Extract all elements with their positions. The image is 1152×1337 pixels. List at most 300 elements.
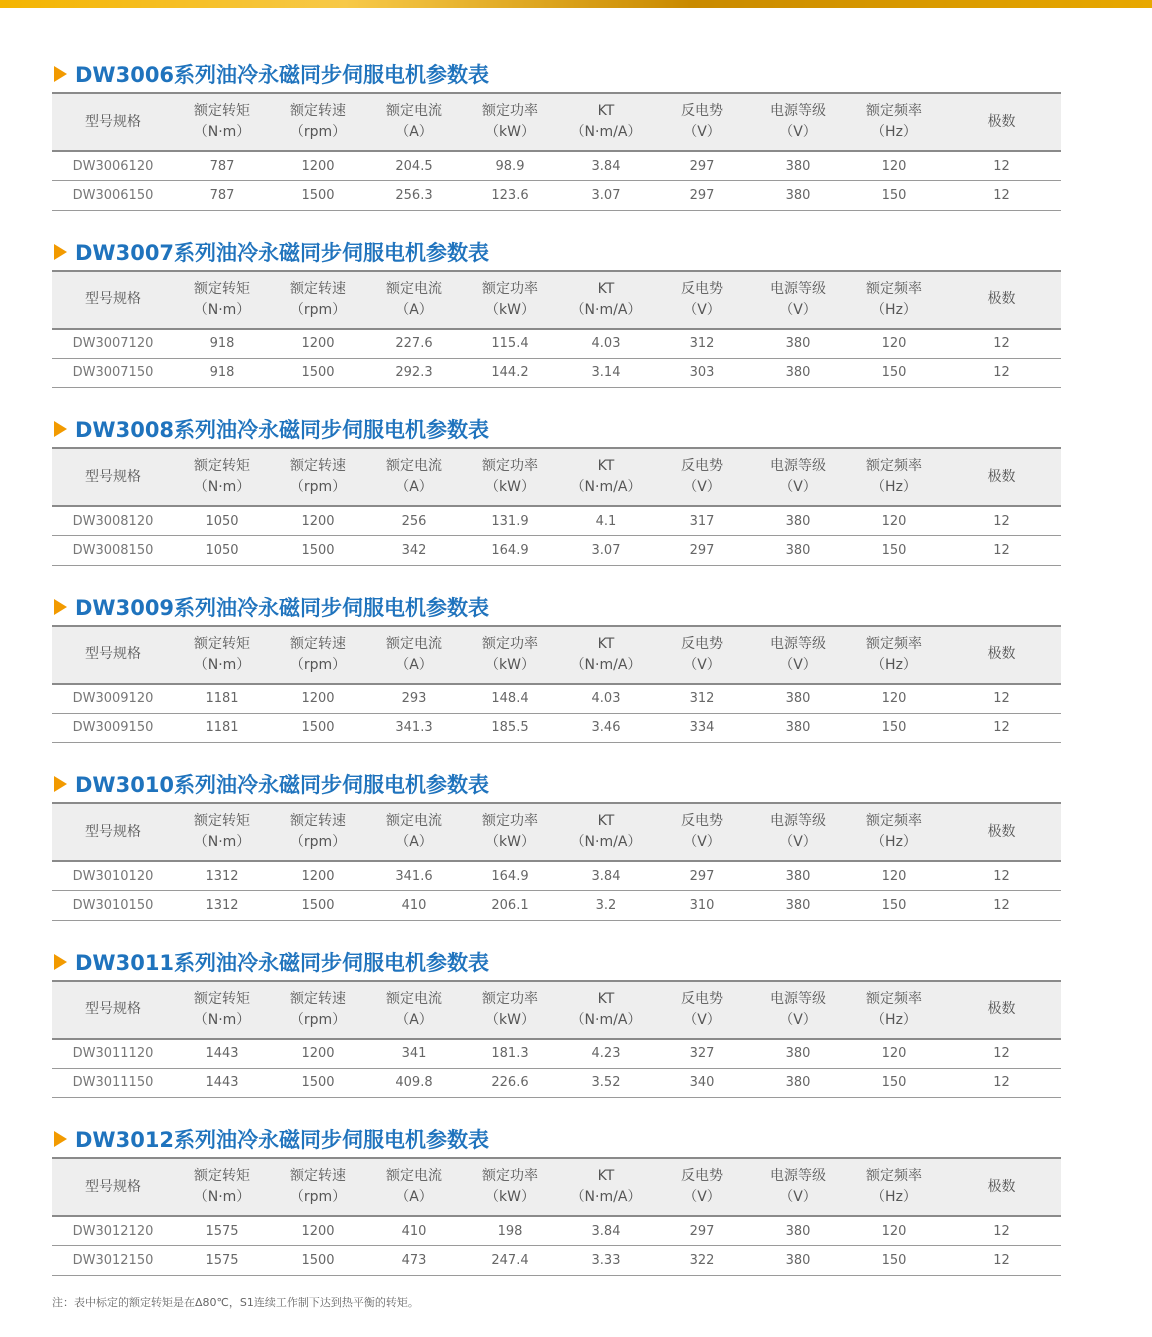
model-cell: DW3007150 xyxy=(52,358,174,388)
value-cell: 341.6 xyxy=(366,861,462,891)
model-cell: DW3011150 xyxy=(52,1068,174,1098)
section-title xyxy=(52,411,1061,447)
column-header xyxy=(462,1158,558,1216)
column-header xyxy=(462,271,558,329)
header-label: 额定电流 xyxy=(386,103,442,119)
value-cell: 4.03 xyxy=(558,684,654,714)
column-header xyxy=(270,93,366,151)
spec-table xyxy=(52,625,1061,744)
header-unit: （rpm） xyxy=(289,656,347,673)
header-label: 额定电流 xyxy=(386,280,442,297)
header-label: 型号规格 xyxy=(85,646,141,662)
value-cell: 120 xyxy=(846,1216,942,1246)
value-cell: 185.5 xyxy=(462,713,558,743)
section-title-text: DW3011系列油冷永磁同步伺服电机参数表 xyxy=(75,950,490,975)
section-title xyxy=(52,234,1061,270)
value-cell: 1575 xyxy=(174,1216,270,1246)
value-cell: 342 xyxy=(366,536,462,566)
column-header xyxy=(52,448,174,506)
value-cell: 150 xyxy=(846,358,942,388)
column-header xyxy=(366,981,462,1039)
header-unit: （V） xyxy=(683,479,721,495)
column-header xyxy=(942,448,1061,506)
column-header xyxy=(558,271,654,329)
header-label: 额定频率 xyxy=(866,1168,922,1184)
value-cell: 226.6 xyxy=(462,1068,558,1098)
column-header xyxy=(174,981,270,1039)
header-label: 额定频率 xyxy=(866,635,922,652)
value-cell: 150 xyxy=(846,891,942,921)
table-row xyxy=(52,1068,1061,1098)
table-row xyxy=(52,684,1061,714)
value-cell: 4.1 xyxy=(558,506,654,536)
triangle-bullet-icon xyxy=(54,599,67,615)
value-cell: 327 xyxy=(654,1039,750,1069)
header-unit: （rpm） xyxy=(289,301,347,318)
spec-section xyxy=(52,766,1061,944)
value-cell: 164.9 xyxy=(462,536,558,566)
header-unit: （N·m） xyxy=(193,301,251,318)
table-header-row xyxy=(52,626,1061,684)
header-label: 额定频率 xyxy=(866,103,922,119)
column-header xyxy=(750,448,846,506)
value-cell: 1312 xyxy=(174,861,270,891)
column-header xyxy=(270,1158,366,1216)
value-cell: 380 xyxy=(750,181,846,211)
header-label: 额定电流 xyxy=(386,990,442,1007)
header-unit: （A） xyxy=(395,656,433,673)
header-label: 型号规格 xyxy=(85,823,141,840)
spec-section xyxy=(52,411,1061,589)
value-cell: 148.4 xyxy=(462,684,558,714)
header-label: 额定功率 xyxy=(482,280,538,297)
header-unit: （rpm） xyxy=(289,834,347,850)
header-label: 额定转矩 xyxy=(194,1168,250,1184)
value-cell: 120 xyxy=(846,861,942,891)
value-cell: 380 xyxy=(750,861,846,891)
header-unit: （N·m） xyxy=(193,1011,251,1028)
value-cell: 120 xyxy=(846,329,942,359)
header-unit: （V） xyxy=(779,124,817,140)
value-cell: 1443 xyxy=(174,1039,270,1069)
value-cell: 3.33 xyxy=(558,1246,654,1276)
spec-table xyxy=(52,1157,1061,1276)
value-cell: 1200 xyxy=(270,329,366,359)
header-label: KT xyxy=(597,458,615,474)
value-cell: 256.3 xyxy=(366,181,462,211)
header-label: 额定功率 xyxy=(482,635,538,652)
column-header xyxy=(846,981,942,1039)
value-cell: 12 xyxy=(942,151,1061,181)
header-unit: （V） xyxy=(683,1189,721,1205)
header-unit: （V） xyxy=(779,1011,817,1028)
value-cell: 297 xyxy=(654,1216,750,1246)
value-cell: 12 xyxy=(942,536,1061,566)
column-header xyxy=(942,981,1061,1039)
section-title xyxy=(52,944,1061,980)
header-label: 额定功率 xyxy=(482,813,538,829)
header-unit: （N·m/A） xyxy=(570,656,642,673)
value-cell: 150 xyxy=(846,713,942,743)
column-header xyxy=(366,626,462,684)
value-cell: 12 xyxy=(942,891,1061,921)
value-cell: 131.9 xyxy=(462,506,558,536)
header-label: 极数 xyxy=(987,1001,1016,1017)
spec-section xyxy=(52,944,1061,1122)
value-cell: 297 xyxy=(654,536,750,566)
header-unit: （Hz） xyxy=(871,656,917,673)
model-cell: DW3008150 xyxy=(52,536,174,566)
column-header xyxy=(750,1158,846,1216)
header-label: 额定转速 xyxy=(290,990,346,1007)
value-cell: 380 xyxy=(750,1246,846,1276)
header-unit: （V） xyxy=(779,834,817,850)
table-row xyxy=(52,151,1061,181)
value-cell: 150 xyxy=(846,1246,942,1276)
triangle-bullet-icon xyxy=(54,244,67,260)
value-cell: 98.9 xyxy=(462,151,558,181)
table-row xyxy=(52,713,1061,743)
header-unit: （V） xyxy=(683,1011,721,1028)
header-unit: （N·m） xyxy=(193,834,251,850)
table-row xyxy=(52,861,1061,891)
column-header xyxy=(942,93,1061,151)
header-unit: （N·m/A） xyxy=(570,124,642,140)
column-header xyxy=(846,448,942,506)
column-header xyxy=(462,803,558,861)
model-cell: DW3012120 xyxy=(52,1216,174,1246)
column-header xyxy=(52,981,174,1039)
value-cell: 12 xyxy=(942,329,1061,359)
header-label: 额定转矩 xyxy=(194,103,250,119)
table-row xyxy=(52,1039,1061,1069)
column-header xyxy=(366,271,462,329)
header-unit: （kW） xyxy=(485,1189,535,1205)
section-title-text: DW3007系列油冷永磁同步伺服电机参数表 xyxy=(75,240,490,265)
spec-section xyxy=(52,234,1061,412)
table-header-row xyxy=(52,448,1061,506)
value-cell: 1500 xyxy=(270,1068,366,1098)
value-cell: 380 xyxy=(750,713,846,743)
value-cell: 312 xyxy=(654,329,750,359)
header-label: 额定功率 xyxy=(482,103,538,119)
column-header xyxy=(52,1158,174,1216)
header-label: 极数 xyxy=(987,823,1016,840)
header-unit: （A） xyxy=(395,1011,433,1028)
value-cell: 1181 xyxy=(174,713,270,743)
header-label: 电源等级 xyxy=(770,635,826,652)
column-header xyxy=(846,626,942,684)
column-header xyxy=(654,803,750,861)
value-cell: 380 xyxy=(750,684,846,714)
column-header xyxy=(654,981,750,1039)
spec-table xyxy=(52,980,1061,1099)
header-label: 型号规格 xyxy=(85,291,141,307)
header-label: 型号规格 xyxy=(85,113,141,130)
triangle-bullet-icon xyxy=(54,954,67,970)
header-unit: （V） xyxy=(779,479,817,495)
section-title-text: DW3010系列油冷永磁同步伺服电机参数表 xyxy=(75,773,490,797)
value-cell: 150 xyxy=(846,536,942,566)
value-cell: 310 xyxy=(654,891,750,921)
model-cell: DW3010120 xyxy=(52,861,174,891)
section-title-text: DW3009系列油冷永磁同步伺服电机参数表 xyxy=(75,595,490,620)
value-cell: 380 xyxy=(750,506,846,536)
spec-table xyxy=(52,447,1061,566)
value-cell: 198 xyxy=(462,1216,558,1246)
header-label: 额定功率 xyxy=(482,990,538,1007)
column-header xyxy=(462,93,558,151)
table-header-row xyxy=(52,271,1061,329)
header-unit: （Hz） xyxy=(871,301,917,318)
header-label: KT xyxy=(597,813,615,829)
column-header xyxy=(846,93,942,151)
column-header xyxy=(366,448,462,506)
value-cell: 1500 xyxy=(270,536,366,566)
section-title-text: DW3008系列油冷永磁同步伺服电机参数表 xyxy=(75,418,490,442)
column-header xyxy=(942,803,1061,861)
header-label: 极数 xyxy=(987,646,1016,662)
header-unit: （A） xyxy=(395,301,433,318)
column-header xyxy=(558,93,654,151)
value-cell: 120 xyxy=(846,506,942,536)
header-label: 反电势 xyxy=(681,280,723,297)
model-cell: DW3006120 xyxy=(52,151,174,181)
column-header xyxy=(846,1158,942,1216)
table-row xyxy=(52,536,1061,566)
column-header xyxy=(52,803,174,861)
value-cell: 1200 xyxy=(270,151,366,181)
value-cell: 3.2 xyxy=(558,891,654,921)
header-label: KT xyxy=(597,103,615,119)
spec-table xyxy=(52,270,1061,389)
table-row xyxy=(52,329,1061,359)
column-header xyxy=(654,626,750,684)
value-cell: 293 xyxy=(366,684,462,714)
value-cell: 322 xyxy=(654,1246,750,1276)
column-header xyxy=(174,626,270,684)
value-cell: 409.8 xyxy=(366,1068,462,1098)
triangle-bullet-icon xyxy=(54,776,67,792)
value-cell: 3.52 xyxy=(558,1068,654,1098)
header-unit: （N·m） xyxy=(193,479,251,495)
value-cell: 380 xyxy=(750,358,846,388)
header-unit: （kW） xyxy=(485,1011,535,1028)
column-header xyxy=(366,93,462,151)
header-unit: （A） xyxy=(395,479,433,495)
value-cell: 1575 xyxy=(174,1246,270,1276)
value-cell: 12 xyxy=(942,1068,1061,1098)
value-cell: 115.4 xyxy=(462,329,558,359)
value-cell: 341 xyxy=(366,1039,462,1069)
column-header xyxy=(174,448,270,506)
table-row xyxy=(52,181,1061,211)
value-cell: 150 xyxy=(846,1068,942,1098)
table-row xyxy=(52,506,1061,536)
table-header-row xyxy=(52,981,1061,1039)
section-title xyxy=(52,766,1061,802)
header-label: 额定电流 xyxy=(386,635,442,652)
value-cell: 4.03 xyxy=(558,329,654,359)
model-cell: DW3007120 xyxy=(52,329,174,359)
spec-table xyxy=(52,92,1061,211)
header-label: 反电势 xyxy=(681,1168,723,1184)
column-header xyxy=(52,626,174,684)
model-cell: DW3006150 xyxy=(52,181,174,211)
table-row xyxy=(52,1216,1061,1246)
header-label: 反电势 xyxy=(681,990,723,1007)
value-cell: 206.1 xyxy=(462,891,558,921)
header-label: KT xyxy=(597,990,615,1007)
header-label: 额定转矩 xyxy=(194,635,250,652)
value-cell: 380 xyxy=(750,1068,846,1098)
header-label: 极数 xyxy=(987,113,1016,130)
header-label: 额定频率 xyxy=(866,458,922,474)
value-cell: 150 xyxy=(846,181,942,211)
header-label: 反电势 xyxy=(681,103,723,119)
column-header xyxy=(846,803,942,861)
column-header xyxy=(558,1158,654,1216)
header-unit: （N·m） xyxy=(193,656,251,673)
value-cell: 297 xyxy=(654,861,750,891)
header-unit: （Hz） xyxy=(871,834,917,850)
value-cell: 918 xyxy=(174,358,270,388)
value-cell: 292.3 xyxy=(366,358,462,388)
header-label: 额定转矩 xyxy=(194,990,250,1007)
value-cell: 3.84 xyxy=(558,861,654,891)
value-cell: 473 xyxy=(366,1246,462,1276)
value-cell: 297 xyxy=(654,151,750,181)
header-label: 额定电流 xyxy=(386,458,442,474)
header-label: 极数 xyxy=(987,291,1016,307)
value-cell: 303 xyxy=(654,358,750,388)
model-cell: DW3009150 xyxy=(52,713,174,743)
value-cell: 334 xyxy=(654,713,750,743)
column-header xyxy=(558,803,654,861)
value-cell: 380 xyxy=(750,536,846,566)
value-cell: 918 xyxy=(174,329,270,359)
value-cell: 380 xyxy=(750,891,846,921)
header-label: 电源等级 xyxy=(770,103,826,119)
spec-table xyxy=(52,802,1061,921)
header-label: 型号规格 xyxy=(85,468,141,485)
value-cell: 247.4 xyxy=(462,1246,558,1276)
header-label: 额定频率 xyxy=(866,990,922,1007)
value-cell: 12 xyxy=(942,713,1061,743)
value-cell: 380 xyxy=(750,1039,846,1069)
column-header xyxy=(750,626,846,684)
column-header xyxy=(52,93,174,151)
parameter-tables xyxy=(52,56,1061,1299)
column-header xyxy=(270,448,366,506)
column-header xyxy=(270,981,366,1039)
value-cell: 3.84 xyxy=(558,1216,654,1246)
column-header xyxy=(366,803,462,861)
header-unit: （V） xyxy=(779,656,817,673)
table-header-row xyxy=(52,1158,1061,1216)
value-cell: 297 xyxy=(654,181,750,211)
header-label: 额定转速 xyxy=(290,280,346,297)
column-header xyxy=(270,803,366,861)
header-unit: （kW） xyxy=(485,301,535,318)
value-cell: 1500 xyxy=(270,891,366,921)
value-cell: 12 xyxy=(942,1216,1061,1246)
column-header xyxy=(270,626,366,684)
column-header xyxy=(942,271,1061,329)
column-header xyxy=(462,448,558,506)
model-cell: DW3008120 xyxy=(52,506,174,536)
section-title xyxy=(52,56,1061,92)
value-cell: 340 xyxy=(654,1068,750,1098)
header-label: 型号规格 xyxy=(85,1178,141,1195)
value-cell: 120 xyxy=(846,684,942,714)
value-cell: 120 xyxy=(846,151,942,181)
header-label: 电源等级 xyxy=(770,280,826,297)
header-unit: （kW） xyxy=(485,834,535,850)
header-label: 电源等级 xyxy=(770,1168,826,1184)
column-header xyxy=(52,271,174,329)
spec-section xyxy=(52,1121,1061,1299)
column-header xyxy=(942,626,1061,684)
header-unit: （V） xyxy=(779,1189,817,1205)
model-cell: DW3010150 xyxy=(52,891,174,921)
value-cell: 204.5 xyxy=(366,151,462,181)
model-cell: DW3011120 xyxy=(52,1039,174,1069)
value-cell: 3.46 xyxy=(558,713,654,743)
value-cell: 380 xyxy=(750,151,846,181)
header-label: KT xyxy=(597,280,615,297)
header-unit: （V） xyxy=(683,656,721,673)
value-cell: 12 xyxy=(942,1039,1061,1069)
header-unit: （N·m/A） xyxy=(570,1189,642,1205)
value-cell: 1200 xyxy=(270,684,366,714)
value-cell: 12 xyxy=(942,1246,1061,1276)
value-cell: 1200 xyxy=(270,506,366,536)
header-label: 极数 xyxy=(987,468,1016,485)
column-header xyxy=(462,981,558,1039)
triangle-bullet-icon xyxy=(54,421,67,437)
value-cell: 312 xyxy=(654,684,750,714)
header-unit: （kW） xyxy=(485,124,535,140)
header-unit: （N·m/A） xyxy=(570,834,642,850)
model-cell: DW3012150 xyxy=(52,1246,174,1276)
column-header xyxy=(654,93,750,151)
column-header xyxy=(750,981,846,1039)
value-cell: 1050 xyxy=(174,536,270,566)
header-label: 极数 xyxy=(987,1178,1016,1195)
header-unit: （N·m） xyxy=(193,1189,251,1205)
spec-section xyxy=(52,589,1061,767)
value-cell: 12 xyxy=(942,684,1061,714)
column-header xyxy=(558,448,654,506)
value-cell: 12 xyxy=(942,358,1061,388)
section-title-text: DW3006系列油冷永磁同步伺服电机参数表 xyxy=(75,63,490,87)
value-cell: 4.23 xyxy=(558,1039,654,1069)
header-unit: （A） xyxy=(395,124,433,140)
value-cell: 787 xyxy=(174,181,270,211)
column-header xyxy=(750,93,846,151)
value-cell: 12 xyxy=(942,506,1061,536)
value-cell: 1500 xyxy=(270,358,366,388)
value-cell: 12 xyxy=(942,861,1061,891)
header-label: 额定转矩 xyxy=(194,280,250,297)
header-unit: （V） xyxy=(683,301,721,318)
value-cell: 410 xyxy=(366,891,462,921)
header-unit: （rpm） xyxy=(289,1189,347,1205)
table-header-row xyxy=(52,803,1061,861)
header-unit: （Hz） xyxy=(871,1189,917,1205)
header-label: 反电势 xyxy=(681,458,723,474)
